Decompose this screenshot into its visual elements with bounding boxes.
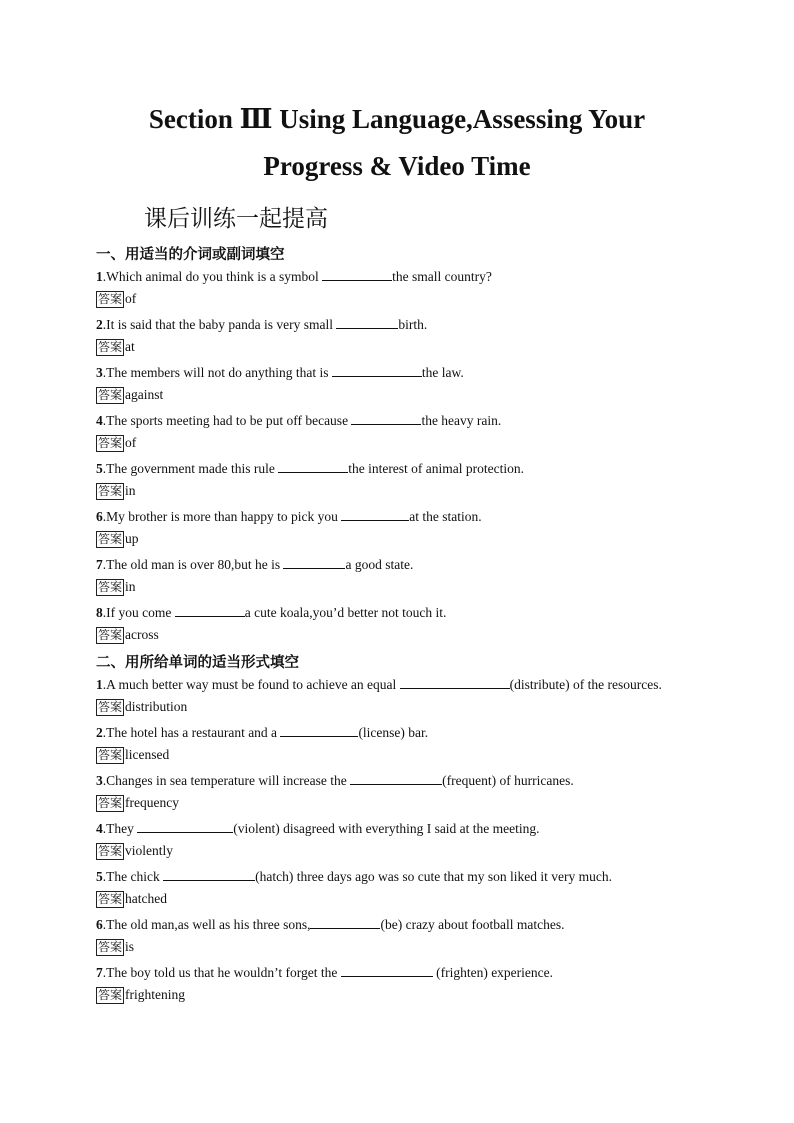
answer-2-3 — [96, 795, 179, 812]
answer-blank — [336, 316, 398, 329]
answer-label-box: 答案 — [98, 484, 123, 499]
question-text-after: (frighten) experience. — [432, 965, 554, 980]
question-number: 6 — [96, 917, 103, 932]
question-1-1: 1.Which animal do you think is a symbol the small country? — [96, 269, 492, 284]
question-number: 3 — [96, 365, 103, 380]
question-text-before: The boy told us that he wouldn’t forget the — [106, 965, 341, 980]
question-text-after: (hatch) three days ago was so cute that my son liked it very much. — [255, 869, 613, 884]
question-2-6: 6.The old man,as well as his three sons, (be) crazy about football matches. — [96, 917, 565, 932]
answer-label-box: 答案 — [98, 628, 123, 643]
answer-1-3 — [96, 387, 163, 404]
answer-blank — [280, 724, 358, 737]
section-2-heading: 二、用所给单词的适当形式填空 — [96, 655, 299, 671]
question-text-before: The government made this rule — [106, 461, 279, 476]
answer-text: distribution — [125, 699, 188, 714]
question-1-2: 2.It is said that the baby panda is very small birth. — [96, 317, 428, 332]
answer-1-6 — [96, 531, 139, 548]
answer-label-box: 答案 — [98, 892, 123, 907]
question-text-before: The sports meeting had to be put off because — [106, 413, 352, 428]
question-1-6: 6.My brother is more than happy to pick you at the station. — [96, 509, 482, 524]
question-number: 8 — [96, 605, 103, 620]
question-number: 7 — [96, 557, 103, 572]
question-text-after: at the station. — [409, 509, 482, 524]
question-2-1: 1.A much better way must be found to achieve an equal (distribute) of the resources. — [96, 677, 662, 692]
question-text-before: The old man is over 80,but he is — [106, 557, 284, 572]
answer-2-6 — [96, 939, 134, 956]
answer-blank — [341, 508, 409, 521]
question-number: 2 — [96, 725, 103, 740]
question-number: 4 — [96, 413, 103, 428]
question-1-3: 3.The members will not do anything that is the law. — [96, 365, 464, 380]
answer-blank — [400, 676, 510, 689]
question-number: 4 — [96, 821, 103, 836]
question-text-before: My brother is more than happy to pick you — [106, 509, 342, 524]
question-text-before: They — [106, 821, 138, 836]
question-text-after: birth. — [398, 317, 428, 332]
question-1-5: 5.The government made this rule the interest of animal protection. — [96, 461, 525, 476]
answer-text: in — [125, 579, 136, 594]
question-text-after: the interest of animal protection. — [348, 461, 525, 476]
answer-1-5 — [96, 483, 136, 500]
question-1-7: 7.The old man is over 80,but he is a good state. — [96, 557, 414, 572]
question-text-after: (frequent) of hurricanes. — [442, 773, 574, 788]
answer-blank — [322, 268, 392, 281]
answer-blank — [137, 820, 233, 833]
answer-text: frequency — [125, 795, 179, 810]
answer-blank — [310, 916, 380, 929]
answer-label-box: 答案 — [98, 340, 123, 355]
answer-text: in — [125, 483, 136, 498]
question-2-3: 3.Changes in sea temperature will increase the (frequent) of hurricanes. — [96, 773, 574, 788]
answer-blank — [278, 460, 348, 473]
answer-2-1 — [96, 699, 187, 716]
question-2-5: 5.The chick (hatch) three days ago was so cute that my son liked it very much. — [96, 869, 613, 884]
answer-blank — [283, 556, 345, 569]
question-text-after: (violent) disagreed with everything I said at the meeting. — [233, 821, 540, 836]
question-text-after: (be) crazy about football matches. — [380, 917, 565, 932]
question-number: 2 — [96, 317, 103, 332]
answer-text: up — [125, 531, 139, 546]
answer-text: frightening — [125, 987, 186, 1002]
answer-label-box: 答案 — [98, 532, 123, 547]
question-text-before: It is said that the baby panda is very small — [106, 317, 337, 332]
answer-text: is — [125, 939, 135, 954]
question-text-before: Changes in sea temperature will increase the — [106, 773, 351, 788]
answer-2-2 — [96, 747, 169, 764]
question-text-before: Which animal do you think is a symbol — [106, 269, 323, 284]
question-text-after: a good state. — [345, 557, 414, 572]
question-text-before: The chick — [106, 869, 164, 884]
question-text-after: the small country? — [392, 269, 492, 284]
answer-1-8 — [96, 627, 159, 644]
question-number: 5 — [96, 869, 103, 884]
answer-1-2 — [96, 339, 135, 356]
page-title-line-2: Progress & Video Time — [263, 151, 531, 181]
page-title-line-1: Section Ⅲ Using Language,Assessing Your — [148, 104, 646, 134]
answer-1-7 — [96, 579, 136, 596]
answer-label-box: 答案 — [98, 580, 123, 595]
question-number: 7 — [96, 965, 103, 980]
answer-blank — [350, 772, 442, 785]
question-text-before: A much better way must be found to achieve an equal — [106, 677, 400, 692]
question-number: 3 — [96, 773, 103, 788]
question-text-after: (license) bar. — [358, 725, 429, 740]
answer-2-4 — [96, 843, 173, 860]
question-text-before: The hotel has a restaurant and a — [106, 725, 281, 740]
question-text-before: The members will not do anything that is — [106, 365, 332, 380]
answer-text: of — [125, 291, 137, 306]
question-2-7: 7.The boy told us that he wouldn’t forget the (frighten) experience. — [96, 965, 554, 980]
question-number: 1 — [96, 677, 103, 692]
answer-blank — [332, 364, 422, 377]
question-2-4: 4.They (violent) disagreed with everything I said at the meeting. — [96, 821, 540, 836]
answer-text: of — [125, 435, 137, 450]
question-1-4: 4.The sports meeting had to be put off because the heavy rain. — [96, 413, 502, 428]
answer-label-box: 答案 — [98, 988, 123, 1003]
answer-label-box: 答案 — [98, 796, 123, 811]
answer-blank — [163, 868, 255, 881]
question-number: 1 — [96, 269, 103, 284]
page-subtitle: 课后训练一起提高 — [144, 206, 328, 232]
answer-blank — [341, 964, 433, 977]
section-1-heading: 一、用适当的介词或副词填空 — [96, 247, 285, 263]
answer-label-box: 答案 — [98, 388, 123, 403]
question-number: 5 — [96, 461, 103, 476]
question-text-after: (distribute) of the resources. — [509, 677, 662, 692]
question-text-after: the heavy rain. — [421, 413, 502, 428]
answer-label-box: 答案 — [98, 748, 123, 763]
answer-text: violently — [125, 843, 174, 858]
answer-blank — [351, 412, 421, 425]
answer-label-box: 答案 — [98, 700, 123, 715]
question-text-before: The old man,as well as his three sons, — [106, 917, 311, 932]
question-number: 6 — [96, 509, 103, 524]
answer-text: licensed — [125, 747, 170, 762]
answer-text: across — [125, 627, 159, 642]
question-text-before: If you come — [106, 605, 175, 620]
answer-text: hatched — [125, 891, 167, 906]
answer-1-1 — [96, 291, 136, 308]
answer-2-5 — [96, 891, 167, 908]
answer-text: at — [125, 339, 135, 354]
answer-label-box: 答案 — [98, 940, 123, 955]
question-text-after: a cute koala,you’d better not touch it. — [244, 605, 447, 620]
answer-label-box: 答案 — [98, 436, 123, 451]
question-2-2: 2.The hotel has a restaurant and a (license) bar. — [96, 725, 429, 740]
answer-text: against — [125, 387, 164, 402]
answer-blank — [175, 604, 245, 617]
answer-1-4 — [96, 435, 136, 452]
answer-label-box: 答案 — [98, 844, 123, 859]
question-1-8: 8.If you come a cute koala,you’d better not touch it. — [96, 605, 447, 620]
answer-label-box: 答案 — [98, 292, 123, 307]
question-text-after: the law. — [421, 365, 464, 380]
answer-2-7 — [96, 987, 185, 1004]
